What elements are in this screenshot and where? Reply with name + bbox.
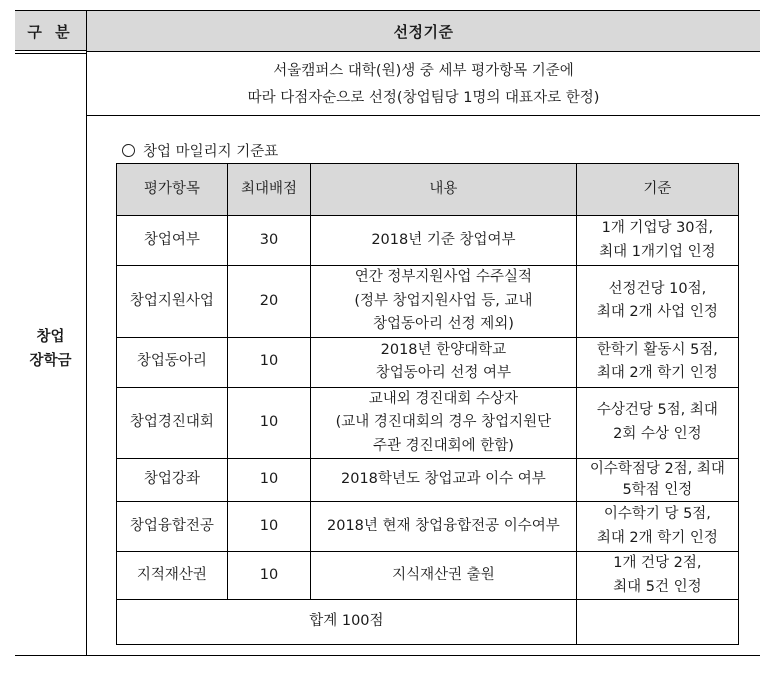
criteria-header: 선정기준 bbox=[393, 22, 454, 41]
description-line: 따라 다점자순으로 선정(창업팀당 1명의 대표자로 한정) bbox=[247, 90, 600, 106]
table-header-row bbox=[117, 164, 739, 216]
mileage-criteria-table bbox=[116, 163, 739, 645]
cell-max: 20 bbox=[227, 266, 310, 338]
cell-total-criteria bbox=[576, 600, 738, 645]
table-row bbox=[117, 459, 739, 502]
cell-item: 지적재산권 bbox=[117, 552, 228, 600]
cell-max: 10 bbox=[227, 459, 310, 502]
header-double-border-2 bbox=[15, 53, 86, 54]
cell-item: 창업여부 bbox=[117, 216, 228, 266]
cell-max: 10 bbox=[227, 552, 310, 600]
table-total-row bbox=[117, 600, 739, 645]
category-header: 구 분 bbox=[27, 22, 74, 41]
cell-item: 창업동아리 bbox=[117, 337, 228, 387]
table-row bbox=[117, 266, 739, 338]
cell-max: 10 bbox=[227, 337, 310, 387]
cell-criteria: 한학기 활동시 5점, 최대 2개 학기 인정 bbox=[576, 337, 738, 387]
cell-total: 합계 100점 bbox=[117, 600, 577, 645]
column-header-content: 내용 bbox=[311, 164, 577, 216]
cell-max: 30 bbox=[227, 216, 310, 266]
table-subtitle bbox=[122, 140, 278, 161]
table-row bbox=[117, 337, 739, 387]
cell-content: 2018년 한양대학교 창업동아리 선정 여부 bbox=[311, 337, 577, 387]
cell-item: 창업융합전공 bbox=[117, 502, 228, 552]
cell-item: 창업강좌 bbox=[117, 459, 228, 502]
cell-criteria: 이수학점당 2점, 최대 5학점 인정 bbox=[576, 459, 738, 502]
cell-criteria: 1개 건당 2점, 최대 5건 인정 bbox=[576, 552, 738, 600]
category-label-line: 창업 bbox=[36, 329, 65, 345]
cell-content: 2018학년도 창업교과 이수 여부 bbox=[311, 459, 577, 502]
cell-content: 교내외 경진대회 수상자 (교내 경진대회의 경우 창업지원단 주관 경진대회에 한함) bbox=[311, 387, 577, 459]
description-line: 서울캠퍼스 대학(원)생 중 세부 평가항목 기준에 bbox=[273, 63, 574, 79]
cell-max: 10 bbox=[227, 502, 310, 552]
description-bottom-border bbox=[86, 115, 760, 116]
category-label-line: 장학금 bbox=[29, 353, 72, 369]
circle-bullet-icon bbox=[122, 144, 135, 157]
cell-content: 지식재산권 출원 bbox=[311, 552, 577, 600]
column-header-max: 최대배점 bbox=[227, 164, 310, 216]
cell-criteria: 선정건당 10점, 최대 2개 사업 인정 bbox=[576, 266, 738, 338]
table-row bbox=[117, 502, 739, 552]
cell-max: 10 bbox=[227, 387, 310, 459]
cell-item: 창업지원사업 bbox=[117, 266, 228, 338]
header-bottom-border bbox=[86, 51, 760, 52]
column-header-item: 평가항목 bbox=[117, 164, 228, 216]
cell-criteria: 수상건당 5점, 최대 2회 수상 인정 bbox=[576, 387, 738, 459]
cell-content: 2018년 현재 창업융합전공 이수여부 bbox=[311, 502, 577, 552]
outer-bottom-border bbox=[15, 655, 760, 656]
cell-criteria: 1개 기업당 30점, 최대 1개기업 인정 bbox=[576, 216, 738, 266]
subtitle-text: 창업 마일리지 기준표 bbox=[143, 144, 279, 160]
cell-item: 창업경진대회 bbox=[117, 387, 228, 459]
table-row bbox=[117, 216, 739, 266]
table-row bbox=[117, 552, 739, 600]
cell-content: 연간 정부지원사업 수주실적 (정부 창업지원사업 등, 교내 창업동아리 선정 제외) bbox=[311, 266, 577, 338]
cell-criteria: 이수학기 당 5점, 최대 2개 학기 인정 bbox=[576, 502, 738, 552]
column-header-criteria: 기준 bbox=[576, 164, 738, 216]
selection-description bbox=[87, 58, 760, 112]
cell-content: 2018년 기준 창업여부 bbox=[311, 216, 577, 266]
category-label bbox=[15, 325, 86, 373]
table-row bbox=[117, 387, 739, 459]
